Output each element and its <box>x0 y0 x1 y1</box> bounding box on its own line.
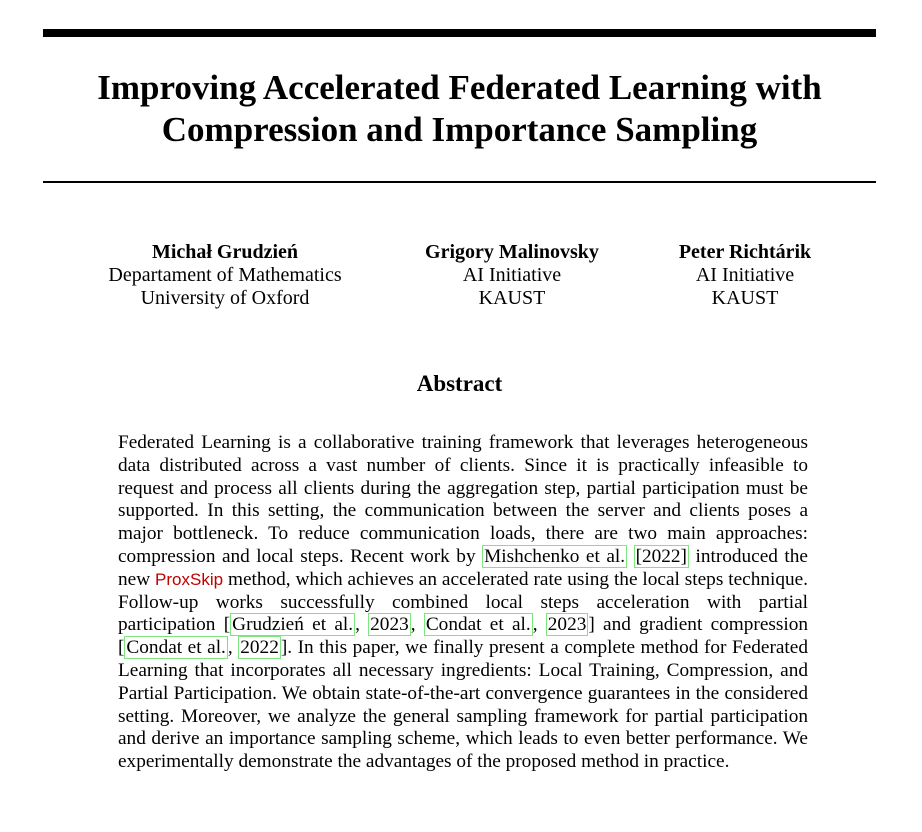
author-name: Grigory Malinovsky <box>425 241 599 263</box>
citation-link[interactable]: Condat et al. <box>425 614 531 636</box>
author-affiliation: Departament of Mathematics <box>108 264 342 286</box>
abstract-text: method, which achieves an accelerated rate using the local steps technique. Follow-up works successfully combined local steps acceleration with partial participation [ <box>118 568 808 636</box>
author-institution: University of Oxford <box>140 287 310 309</box>
author-name: Peter Richtárik <box>678 241 812 263</box>
author-block-3 <box>645 241 845 310</box>
author-affiliation: AI Initiative <box>462 264 562 286</box>
citation-link[interactable]: Grudzień et al. <box>232 614 354 636</box>
paper-title: Improving Accelerated Federated Learning with Compression and Importance Sampling <box>97 68 822 149</box>
abstract-text: introduced the new <box>118 545 808 590</box>
citation-link[interactable]: Condat et al. <box>126 637 226 659</box>
citation-separator: , <box>227 637 239 659</box>
citation-link[interactable]: 2022 <box>240 637 279 659</box>
abstract-text: ]. In this paper, we finally present a complete method for Federated Learning that incorporates all necessary ingredients: Local Training, Compression, and Partial Participation. We obtain state-of-the-art convergence guarantees in the considered setting. Moreover, we analyze the general sampling framework for partial participation and derive an importance sampling scheme, which leads to even better performance. We experimentally demonstrate the advantages of the proposed method in practice. <box>118 637 808 773</box>
citation-link[interactable]: 2023 <box>370 614 409 636</box>
top-rule <box>43 29 876 37</box>
author-institution: KAUST <box>478 287 546 309</box>
abstract-body <box>118 432 808 774</box>
method-name-link[interactable]: ProxSkip <box>155 569 224 589</box>
author-affiliation: AI Initiative <box>695 264 795 286</box>
citation-link[interactable]: [2022] <box>635 545 687 567</box>
abstract-text: ] and gradient compression [ <box>118 614 809 659</box>
author-block-1 <box>95 241 355 310</box>
abstract-heading: Abstract <box>416 371 503 396</box>
citation-separator: , <box>532 614 546 636</box>
abstract-text: Federated Learning is a collaborative training framework that leverages heterogeneous data distributed across a vast number of clients. Since it is practically infeasible to request and process all clients during the aggregation step, partial participation must be supported. In this setting, the communication between the server and clients poses a major bottleneck. To reduce communication loads, there are two main approaches: compression and local steps. Recent work by <box>118 432 808 567</box>
citation-link[interactable]: 2023 <box>547 614 587 636</box>
citation-separator: , <box>355 614 369 636</box>
citation-separator: , <box>410 614 424 636</box>
citation-link[interactable]: Mishchenko et al. <box>484 545 626 567</box>
author-name: Michał Grudzień <box>151 241 299 263</box>
author-institution: KAUST <box>711 287 779 309</box>
bottom-rule <box>43 181 876 183</box>
author-block-2 <box>392 241 632 310</box>
